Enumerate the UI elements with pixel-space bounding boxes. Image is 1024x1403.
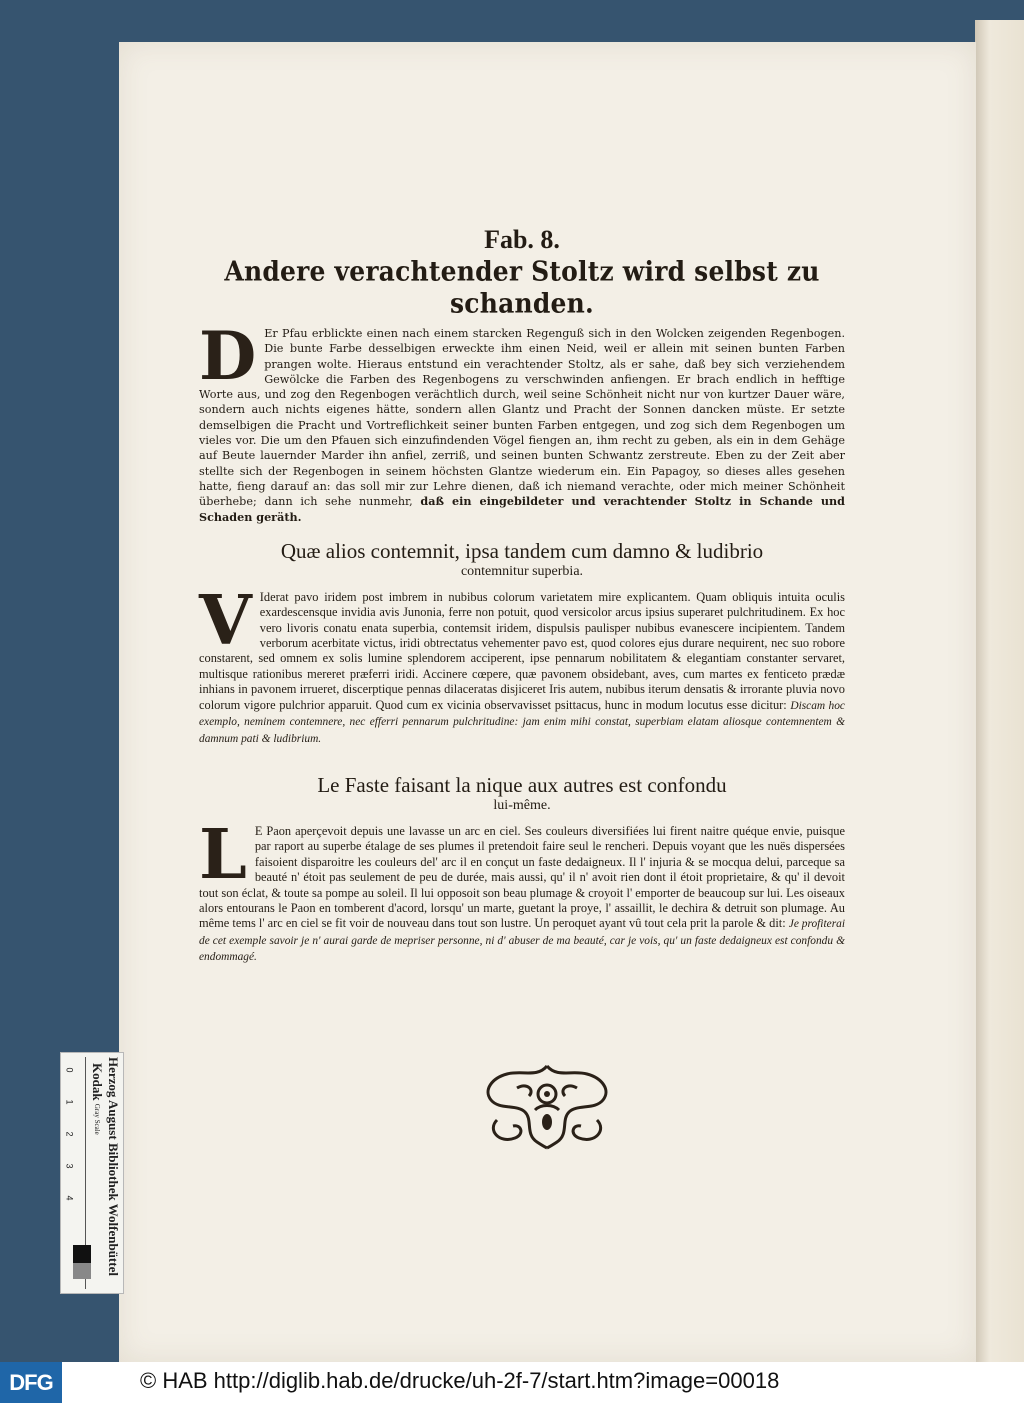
fable-number: Fab. 8. bbox=[484, 225, 560, 254]
latin-paragraph bbox=[199, 580, 845, 747]
french-subheading: lui-même. bbox=[493, 797, 551, 813]
french-text: E Paon aperçevoit depuis une lavasse un arc en ciel. Ses couleurs diversifiées lui firent naitre quéque envie, puisque par raport au superbe étalage de ses plumes il pretendoit faire seul le rencheri. Depuis voyant que les nuës dispersées faisoient disparoitre les couleurs del' arc il en conçut un faste dedaigneux. Il l' injuria & se mocqua delui, parceque sa beauté n' étoit pas seulement de peu de durée, mais aussi, qu' il n' avoit rien dont il étoit proprietaire, & qu' il devoit tout son éclat, & toute sa pompe au soleil. Il lui opposoit son beau plumage & croyoit l' emporter de beaucoup sur lui. Les oiseaux alors entourans le Paon en tomberent d'acord, lorsqu' un marte, guetant la proye, l' assaillit, le dechira & detruit son plumage. Au même tems l' arc en ciel se fit voir de nouveau dans tout son lustre. Un peroquet ayant vû tout cela prit la parole & dit: bbox=[199, 823, 845, 931]
ruler-label bbox=[87, 1057, 121, 1289]
ruler-tick-label: 4 bbox=[64, 1195, 75, 1201]
ruler-tick-label: 2 bbox=[64, 1131, 75, 1137]
latin-moral: Discam hoc exemplo, neminem contemnere, nec efferri pennarum pulchritudine: jam enim mihi constat, superbiam elatam aliosque contemnentem & damnum pati & ludibrium. bbox=[199, 699, 845, 745]
footer-bar bbox=[0, 1362, 1024, 1403]
french-dropcap: L bbox=[199, 814, 247, 895]
french-moral: Je profiterai de cet exemple savoir je n' aurai garde de mepriser personne, ni d' abuser de ma beauté, car je vois, qu' un faste dedaigneux est confondu & endommagé. bbox=[199, 918, 845, 964]
kodak-brand: Kodak bbox=[90, 1063, 105, 1101]
german-moral: daß ein eingebildeter und verachtender Stoltz in Schande und Schaden geräth. bbox=[199, 494, 845, 524]
latin-subheading: contemnitur superbia. bbox=[460, 563, 584, 579]
latin-heading: Quæ alios contemnit, ipsa tandem cum damno & ludibrio bbox=[280, 538, 764, 563]
french-heading: Le Faste faisant la nique aux autres est confondu bbox=[317, 772, 727, 797]
color-scale-ruler bbox=[60, 1052, 124, 1294]
copyright-link[interactable]: © HAB http://diglib.hab.de/drucke/uh-2f-7/start.htm?image=00018 bbox=[140, 1368, 780, 1393]
german-text: Er Pfau erblickte einen nach einem starcken Regenguß sich in den Wolcken zeigenden Regenbogen. Die bunte Farbe desselbigen erweckte ihm einen Neid, weil er allein mit seinen bunten Farben prangen wolte. Hieraus entstund ein verachtender Stoltz, als er sahe, daß bey sich verziehendem Gewölcke die Farben des Regenbogens zu verschwinden anfiengen. Er brach endlich in hefftige Worte aus, und zog den Regenbogen verächtlich durch, weil seine Schönheit nicht nur von kurtzer Dauer wäre, sondern auch nichts eigenes hätte, sondern allen Glantz und Pracht der Sonnen dancken müste. Er setzte demselbigen die Pracht und Vortreflichkeit seiner bunten Farben entgegen, und zog sich dem Regenbogen um vieles vor. Die um den Pfauen sich einzufindenden Vögel fiengen an, ihm recht zu geben, als ein in dem Gehäge auf Beute lauernder Marder ihn anfiel, zerriß, und seinen bunten Schwantz zerstreute. Eben zu der Zeit aber stellte sich der Regenbogen in seinem höchsten Glantze wiederum ein. Ein Papagoy, so dieses alles gesehen hatte, fieng darauf an: das soll mir zur Lehre dienen, daß ich niemand verachte, oder mich meiner Schönheit überhebe; dann ich sehe nunmehr, bbox=[199, 327, 845, 509]
dfg-logo[interactable]: DFG bbox=[0, 1362, 62, 1403]
german-paragraph bbox=[199, 317, 845, 525]
latin-text: Iderat pavo iridem post imbrem in nubibus colorum varietatem mire explicantem. Quam obliquis intuita oculis exardescensque invidia avis Junonia, ferre non potuit, quod versicolor arcus ipsius superaret pulchritudinem. Ex hoc vero livoris conatu enata superbia, contemsit iridem, dispulsis paulisper nubibus evanescere incipientem. Tandem verborum acerbitate victus, iridi obtrectatus vehementer pavo est, quod colores ejus durare nequirent, nec suo robore constarent, sed omnem ex solis lumine splendorem acciperent, ipse pennarum nobilitatem & elegantiam constanter servaret, multisque rationibus mereret præferri iridi. Accinere cœpere, quæ pavonem obsidebant, aves, cum martes ex fenticeto prædæ inhians in pavonem irrueret, discerptique pennas dilaceratas disjiceret Iris autem, nubibus iterum densatis & irrorante pluvia novo colorum vigore pulchrior apparuit. Quod cum ex vicinia observavisset psittacus, hunc in modum locutus esse dicitur: bbox=[199, 589, 845, 712]
ruler-ticks bbox=[63, 1057, 86, 1289]
ornament-icon bbox=[477, 1060, 617, 1152]
ruler-tick-label: 0 bbox=[64, 1067, 75, 1073]
library-name: Herzog August Bibliothek Wolfenbüttel bbox=[106, 1057, 121, 1276]
page-content bbox=[199, 224, 845, 966]
latin-dropcap: V bbox=[199, 580, 252, 661]
french-paragraph bbox=[199, 814, 845, 966]
ruler-tick-label: 3 bbox=[64, 1163, 75, 1169]
german-dropcap: D bbox=[199, 317, 257, 395]
fable-title-german: Andere verachtender Stoltz wird selbst zu schanden. bbox=[224, 255, 820, 319]
gray-scale-label: Gray Scale bbox=[93, 1103, 101, 1135]
ruler-tick-label: 1 bbox=[64, 1099, 75, 1105]
adjacent-page-edge bbox=[975, 20, 1024, 1362]
book-page bbox=[119, 42, 976, 1362]
